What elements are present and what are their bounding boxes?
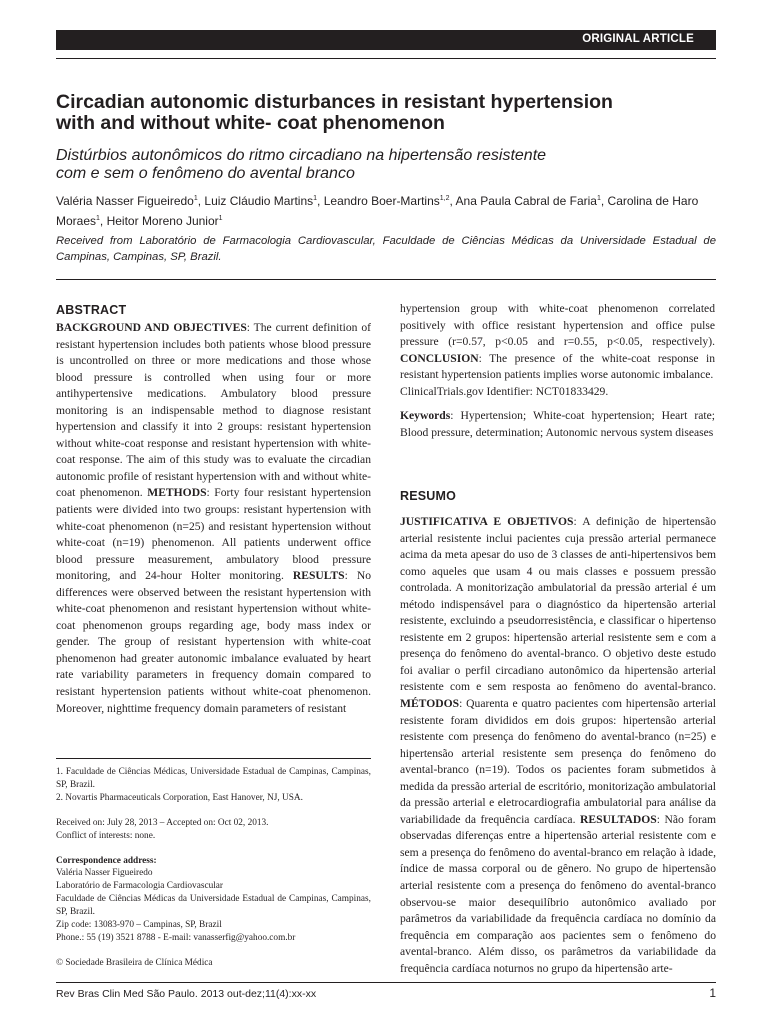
correspondence-label: Correspondence address:	[56, 855, 157, 866]
background-label: BACKGROUND AND OBJECTIVES	[56, 321, 247, 334]
results-label: RESULTS	[292, 569, 345, 583]
section-rule	[56, 279, 716, 280]
received-from: Received from Laboratório de Farmacologia Cardiovascular, Faculdade de Ciências Médicas da Universidade Estadual de Campinas, Campinas, SP, Brazil.	[56, 235, 716, 263]
conclusion-label: CONCLUSION	[400, 351, 479, 365]
author: Luiz Cláudio Martins	[204, 194, 314, 208]
author: Ana Paula Cabral de Faria	[455, 194, 597, 208]
affiliation-2: 2. Novartis Pharmaceuticals Corporation, East Hanover, NJ, USA.	[56, 792, 303, 803]
justificativa-label: JUSTIFICATIVA E OBJETIVOS	[400, 515, 574, 528]
abstract-body: BACKGROUND AND OBJECTIVES: The current definition of resistant hypertension includes both patients whose blood pressure is uncontrolled on three or more medications and those whose blood pressure is controlled when using four or more antihypertensive medications. Ambulatory blood pressure monitoring is an indispensable method to diagnose resistant hypertension and classify it into 2 groups: resistant hypertension without white-coat response and resistant hypertension with white-coat response. The aim of this study was to evaluate the circadian autonomic profile of resistant hypertension with and without white-coat phenomenon. METHODS: Forty four resistant hypertension patients were divided into two groups: resistant hypertension with white-coat phenomenon (n=25) and resistant hypertension without white-coat (n=19) phenomenon. All patients underwent office blood pressure measurement, ambulatory blood pressure monitoring, and 24-hour Holter monitoring. RESULTS: No differences were observed between the resistant hypertension with white-coat phenomenon and resistant hypertension without white-coat phenomenon groups regarding age, body mass index or gender. The group of resistant hypertension with white-coat phenomenon had greater autonomic imbalance evaluated by heart rate variability parameters in frequency domain compared to resistant hypertension patients without white-coat phenomenon. Moreover, nighttime frequency domain parameters of resistant	[56, 321, 371, 715]
page-number: 1	[709, 986, 716, 1000]
abstract-continued: hypertension group with white-coat phenomenon correlated positively with office resistant hypertension and office pulse pressure (r=0.57, p<0.05 and r=0.55, p<0.05, respectively). CONCLUSION: The presence of the white-coat response in resistant hypertension patients implies worse autonomic imbalance. ClinicalTrials.gov Identifier: NCT01833429. Keywords: Hypertension; White-coat hypertension; Heart rate; Blood pressure, determination; Autonomic nervous system diseases	[400, 301, 715, 441]
abstract-heading: ABSTRACT	[56, 303, 127, 317]
resumo-heading: RESUMO	[400, 489, 457, 503]
dates: Received on: July 28, 2013 – Accepted on: Oct 02, 2013.	[56, 817, 269, 828]
header-rule	[56, 58, 716, 59]
article-title: Circadian autonomic disturbances in resistant hypertension with and without white- coat phenomenon	[56, 91, 613, 134]
conflict-statement: Conflict of interests: none.	[56, 830, 156, 841]
copyright: © Sociedade Brasileira de Clínica Médica	[56, 957, 213, 968]
keywords: Keywords: Hypertension; White-coat hypertension; Heart rate; Blood pressure, determination; Autonomic nervous system diseases	[400, 409, 715, 439]
resultados-label: RESULTADOS	[580, 812, 657, 826]
article-subtitle: Distúrbios autonômicos do ritmo circadiano na hipertensão resistente com e sem o fenômeno do avental branco	[56, 147, 547, 182]
article-type-banner	[56, 30, 716, 50]
resumo-body: JUSTIFICATIVA E OBJETIVOS: A definição de hipertensão arterial resistente inclui pacientes cuja pressão arterial permanece acima da meta apesar do uso de 3 classes de anti-hipertensivos bem como aqueles que usam 4 ou mais classes e possuem pressão controlada. A monitorização ambulatorial da pressão arterial é um método indispensável para o diagnóstico da hipertensão arterial resistente, excluindo a pseudorresistência, e classificar o hipertenso resistente em 2 grupos: hipertensão arterial resistente sem e com a presença do fenômeno do avental-branco. O objetivo deste estudo foi avaliar o perfil circadiano autonômico da hipertensão arterial resistente com e sem resposta ao fenômeno do avental-branco. MÉTODOS: Quarenta e quatro pacientes com hipertensão arterial resistente foram divididos em dois grupos: hipertensão arterial resistente com presença do fenômeno do avental-branco (n=25) e hipertensão arterial resistente sem presença do fenômeno do avental-branco (n=19). Todos os pacientes foram submetidos à medida da pressão arterial de escritório, monitorização ambulatorial da pressão arterial e eletrocardiografia ambulatorial para análise da variabilidade da frequência cardíaca. RESULTADOS: Não foram observadas diferenças entre a hipertensão arterial resistente com e sem a presença do fenômeno do avental-branco em relação à idade, índice de massa corporal ou de gênero. No grupo de hipertensão arterial resistente com a presença do fenômeno do avental-branco observou-se maior desequilíbrio autonômico avaliado por parâmetros da variabilidade da frequência cardíaca no domínio da frequência em comparação aos pacientes sem o fenômeno do avental-branco. Além disso, os parâmetros da variabilidade da frequência cardíaca noturnos no grupo da hipertensão arte-	[400, 515, 717, 975]
author-list: Valéria Nasser Figueiredo$^1$, Luiz Cláudio Martins$^1$, Leandro Boer-Martins$^{1,2}$, Ana Paula Cabral de Faria$^1$, Carolina de Haro Moraes$^1$, Heitor Moreno Junior$^1$	[56, 194, 699, 228]
article-type-label: ORIGINAL ARTICLE	[582, 33, 694, 45]
footer-rule	[56, 982, 716, 983]
affiliation-1: 1. Faculdade de Ciências Médicas, Universidade Estadual de Campinas, Campinas, SP, Brazil.	[56, 767, 371, 790]
author: Valéria Nasser Figueiredo	[56, 194, 194, 208]
footnotes: 1. Faculdade de Ciências Médicas, Universidade Estadual de Campinas, Campinas, SP, Brazil. 2. Novartis Pharmaceuticals Corporation, East Hanover, NJ, USA. Received on: July 28, 2013 – Accepted on: Oct 02, 2013. Conflict of interests: none. Correspondence address: Valéria Nasser Figueiredo Laboratório de Farmacologia Cardiovascular Faculdade de Ciências Médicas da Universidade Estadual de Campinas, Campinas, SP, Brazil. Zip code: 13083-970 – Campinas, SP, Brazil Phone.: 55 (19) 3521 8788 - E-mail: vanasserfig@yahoo.com.br © Sociedade Brasileira de Clínica Médica	[56, 767, 371, 968]
trial-identifier: ClinicalTrials.gov Identifier: NCT01833429.	[400, 384, 609, 398]
contact-phone-email: Phone.: 55 (19) 3521 8788 - E-mail: vanasserfig@yahoo.com.br	[56, 932, 296, 943]
author: Leandro Boer-Martins	[323, 194, 440, 208]
journal-citation: Rev Bras Clin Med São Paulo. 2013 out-dez;11(4):xx-xx	[56, 988, 317, 1000]
footnote-rule	[56, 758, 371, 759]
author: Heitor Moreno Junior	[106, 214, 219, 228]
metodos-label: MÉTODOS	[400, 697, 460, 711]
author: Carolina de Haro Moraes	[56, 194, 699, 228]
methods-label: METHODS	[147, 486, 207, 500]
